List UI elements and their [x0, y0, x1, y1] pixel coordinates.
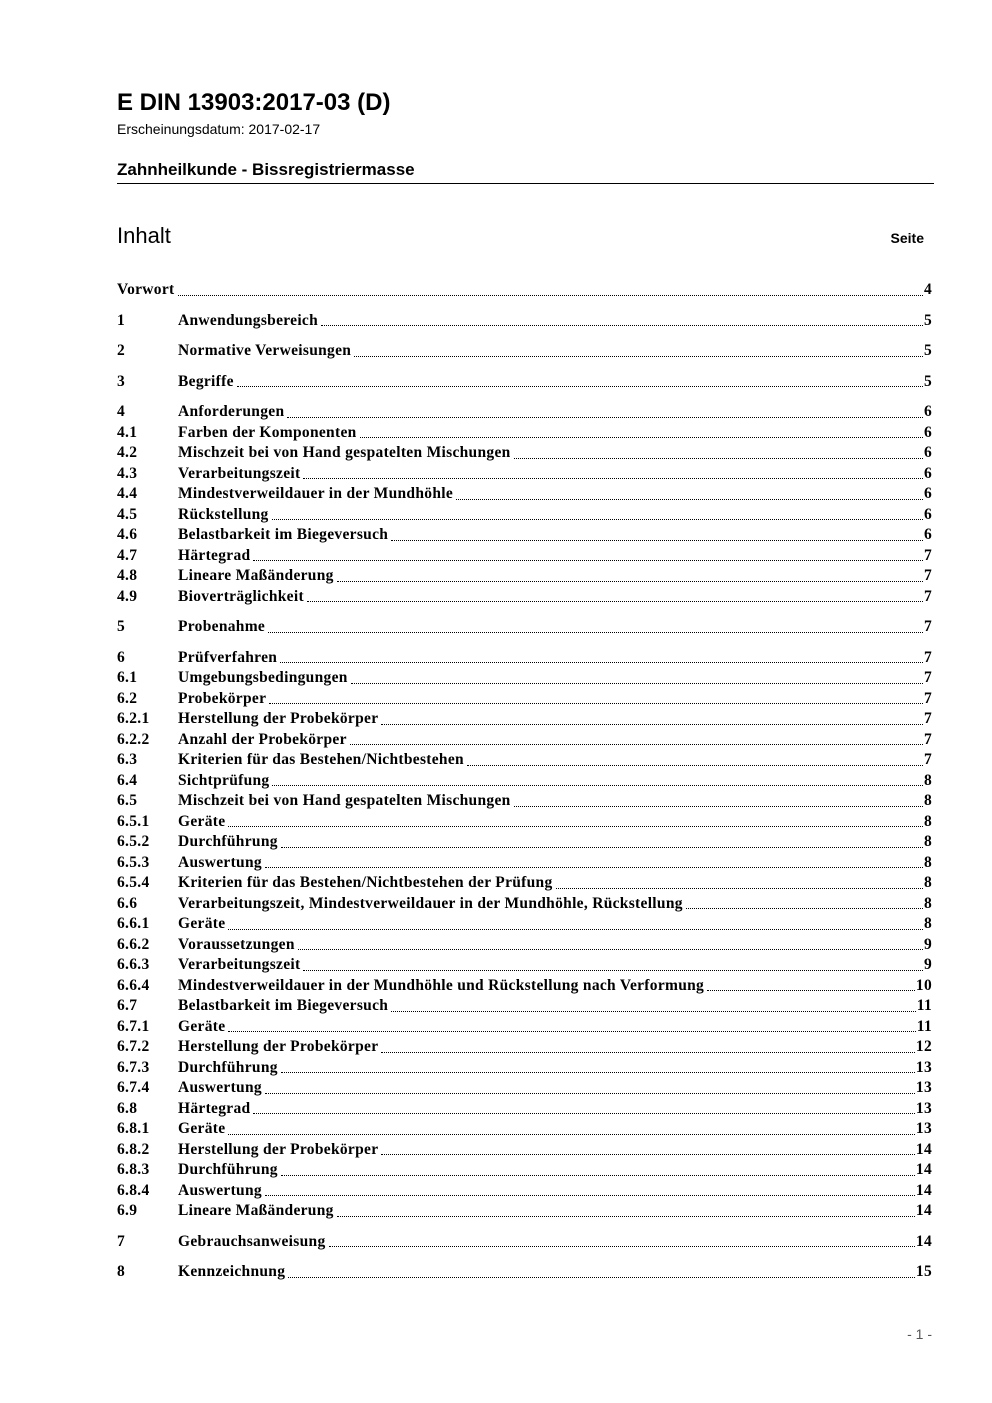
toc-entry[interactable] [117, 443, 932, 464]
toc-dot-leader [265, 1195, 915, 1196]
toc-entry-number: 6.7.3 [117, 1058, 150, 1076]
toc-entry-label: Durchführung [178, 1058, 278, 1076]
toc-entry[interactable] [117, 648, 932, 669]
toc-entry-page: 7 [923, 669, 932, 686]
toc-dot-leader [228, 1031, 915, 1032]
toc-entry-page: 11 [916, 997, 932, 1014]
toc-entry-label: Belastbarkeit im Biegeversuch [178, 526, 389, 543]
toc-dot-leader [514, 458, 923, 459]
toc-entry-number: 6.7 [117, 997, 138, 1014]
toc-entry-label: Mischzeit bei von Hand gespatelten Mischungen [178, 444, 511, 461]
toc-entry[interactable] [117, 996, 932, 1017]
toc-entry-number: 8 [117, 1263, 126, 1280]
toc-entry[interactable] [117, 484, 932, 505]
toc-entry-page: 7 [923, 587, 932, 605]
toc-entry[interactable] [117, 935, 932, 956]
toc-entry-number: 4.7 [117, 546, 138, 564]
publication-date: Erscheinungsdatum: 2017-02-17 [117, 121, 321, 137]
toc-entry-number: 6.7.4 [117, 1079, 150, 1096]
toc-entry[interactable] [117, 853, 932, 874]
toc-dot-leader [268, 632, 923, 633]
toc-dot-leader [303, 478, 922, 479]
toc-dot-leader [337, 1216, 915, 1217]
toc-entry[interactable] [117, 341, 932, 362]
toc-dot-leader [281, 847, 923, 848]
toc-entry-number: 4.4 [117, 485, 138, 502]
toc-entry[interactable] [117, 546, 932, 567]
toc-entry-page: 8 [923, 915, 932, 932]
toc-entry-label: Vorwort [117, 281, 175, 298]
toc-dot-leader [556, 888, 923, 889]
toc-entry[interactable] [117, 750, 932, 771]
toc-entry[interactable] [117, 955, 932, 976]
toc-entry-number: 6.6.2 [117, 935, 150, 953]
toc-entry-number: 6.8 [117, 1099, 138, 1117]
toc-entry[interactable] [117, 1078, 932, 1099]
toc-entry[interactable] [117, 771, 932, 792]
toc-entry-page: 7 [923, 567, 932, 584]
toc-entry[interactable] [117, 464, 932, 485]
toc-dot-leader [686, 908, 923, 909]
toc-entry-number: 6.6.4 [117, 976, 150, 994]
toc-entry-label: Mindestverweildauer in der Mundhöhle und Rückstellung nach Verformung [178, 976, 705, 994]
toc-entry-page: 6 [923, 444, 932, 461]
toc-entry-page: 8 [923, 874, 932, 891]
document-title: Zahnheilkunde - Bissregistriermasse [117, 160, 415, 179]
toc-entry-label: Probekörper [178, 689, 267, 707]
toc-entry-page: 6 [923, 526, 932, 543]
toc-entry-page: 14 [915, 1181, 932, 1199]
toc-dot-leader [307, 601, 923, 602]
toc-dot-leader [281, 1175, 915, 1176]
toc-dot-leader [272, 519, 923, 520]
toc-entry-label: Belastbarkeit im Biegeversuch [178, 997, 389, 1014]
toc-entry-label: Umgebungsbedingungen [178, 669, 348, 686]
toc-entry-page: 4 [923, 281, 932, 298]
toc-dot-leader [381, 1052, 915, 1053]
toc-entry[interactable] [117, 280, 932, 301]
toc-entry-label: Härtegrad [178, 546, 251, 564]
toc-entry-number: 3 [117, 372, 126, 390]
toc-entry-page: 7 [923, 751, 932, 768]
toc-dot-leader [303, 970, 922, 971]
toc-entry-number: 6.5.1 [117, 812, 150, 830]
toc-dot-leader [237, 386, 923, 387]
toc-heading: Inhalt [117, 223, 171, 248]
toc-entry-page: 6 [923, 485, 932, 502]
toc-dot-leader [321, 325, 923, 326]
toc-entry-label: Probenahme [178, 618, 266, 635]
toc-entry-label: Geräte [178, 1017, 226, 1035]
toc-entry-number: 6.8.2 [117, 1140, 150, 1158]
toc-entry-label: Kriterien für das Bestehen/Nichtbestehen der Prüfung [178, 874, 553, 891]
toc-dot-leader [360, 437, 923, 438]
toc-entry-label: Voraussetzungen [178, 935, 295, 953]
toc-entry[interactable] [117, 1232, 932, 1253]
toc-entry[interactable] [117, 668, 932, 689]
toc-entry-label: Kennzeichnung [178, 1263, 286, 1280]
toc-entry-label: Lineare Maßänderung [178, 1202, 334, 1219]
toc-entry-label: Geräte [178, 1120, 226, 1137]
document-code: E DIN 13903:2017-03 (D) [117, 89, 391, 116]
toc-entry-page: 7 [923, 710, 932, 727]
toc-entry[interactable] [117, 1140, 932, 1161]
toc-entry-page: 14 [915, 1232, 932, 1250]
toc-entry-page: 8 [923, 833, 932, 850]
toc-entry-label: Verarbeitungszeit, Mindestverweildauer in der Mundhöhle, Rückstellung [178, 894, 683, 912]
toc-entry-page: 14 [915, 1161, 932, 1178]
toc-entry-page: 6 [923, 505, 932, 523]
toc-entry-number: 6.6 [117, 894, 138, 912]
toc-entry[interactable] [117, 1181, 932, 1202]
toc-entry-page: 11 [916, 1017, 932, 1035]
toc-entry-page: 9 [923, 935, 932, 953]
toc-dot-leader [253, 560, 923, 561]
toc-dot-leader [514, 806, 923, 807]
toc-entry-number: 4.3 [117, 464, 138, 482]
toc-entry-number: 6.6.3 [117, 956, 150, 973]
toc-entry-number: 6.2.2 [117, 730, 150, 748]
toc-entry-number: 6.2 [117, 689, 138, 707]
toc-entry-number: 6.5.3 [117, 853, 150, 871]
toc-entry-number: 5 [117, 618, 126, 635]
toc-entry-page: 10 [915, 976, 932, 994]
toc-dot-leader [281, 1072, 915, 1073]
toc-entry[interactable] [117, 587, 932, 608]
toc-entry-number: 7 [117, 1232, 126, 1250]
toc-dot-leader [287, 417, 923, 418]
toc-entry-number: 4.5 [117, 505, 138, 523]
toc-entry-label: Auswertung [178, 1181, 262, 1199]
toc-dot-leader [269, 703, 923, 704]
toc-entry-number: 4.9 [117, 587, 138, 605]
toc-entry[interactable] [117, 505, 932, 526]
toc-entry-number: 6.2.1 [117, 710, 150, 727]
toc-entry-number: 6.7.1 [117, 1017, 150, 1035]
toc-entry-number: 4 [117, 403, 126, 420]
toc-entry-label: Anzahl der Probekörper [178, 730, 347, 748]
toc-entry-label: Verarbeitungszeit [178, 464, 301, 482]
toc-entry-page: 8 [923, 894, 932, 912]
toc-entry[interactable] [117, 873, 932, 894]
toc-entry-label: Verarbeitungszeit [178, 956, 301, 973]
toc-entry-number: 6.9 [117, 1202, 138, 1219]
toc-entry-label: Mischzeit bei von Hand gespatelten Mischungen [178, 792, 511, 809]
toc-dot-leader [707, 990, 915, 991]
toc-entry-number: 6.8.4 [117, 1181, 150, 1199]
toc-dot-leader [272, 785, 922, 786]
toc-entry-number: 6.8.1 [117, 1120, 150, 1137]
toc-dot-leader [253, 1113, 914, 1114]
toc-dot-leader [228, 826, 923, 827]
toc-dot-leader [329, 1246, 915, 1247]
toc-entry-page: 5 [923, 372, 932, 390]
toc-entry-number: 6.8.3 [117, 1161, 150, 1178]
toc-dot-leader [381, 1154, 915, 1155]
toc-entry[interactable] [117, 372, 932, 393]
toc-entry[interactable] [117, 976, 932, 997]
toc-entry-number: 4.6 [117, 526, 138, 543]
toc-entry-page: 7 [923, 546, 932, 564]
toc-entry[interactable] [117, 423, 932, 444]
toc-entry[interactable] [117, 311, 932, 332]
toc-entry-page: 13 [915, 1079, 932, 1096]
toc-entry-number: 6 [117, 648, 126, 666]
toc-entry-page: 13 [915, 1099, 932, 1117]
toc-dot-leader [337, 581, 923, 582]
toc-entry[interactable] [117, 1017, 932, 1038]
toc-entry-label: Geräte [178, 915, 226, 932]
toc-entry-number: 6.7.2 [117, 1038, 150, 1055]
toc-entry[interactable] [117, 566, 932, 587]
toc-dot-leader [350, 744, 923, 745]
toc-entry-number: 6.5 [117, 792, 138, 809]
toc-entry-label: Rückstellung [178, 505, 269, 523]
toc-entry-label: Prüfverfahren [178, 648, 278, 666]
toc-entry-page: 12 [915, 1038, 932, 1055]
toc-entry-page: 7 [923, 648, 932, 666]
toc-entry-page: 8 [923, 812, 932, 830]
toc-entry[interactable] [117, 1099, 932, 1120]
title-divider [117, 183, 934, 184]
toc-entry-number: 6.6.1 [117, 915, 150, 932]
toc-entry-number: 6.5.2 [117, 833, 150, 850]
toc-entry[interactable] [117, 1201, 932, 1222]
toc-entry[interactable] [117, 709, 932, 730]
toc-entry-label: Farben der Komponenten [178, 423, 357, 441]
table-of-contents [117, 280, 932, 1283]
toc-entry-label: Härtegrad [178, 1099, 251, 1117]
toc-entry-page: 8 [923, 771, 932, 789]
toc-entry-number: 2 [117, 342, 126, 359]
toc-entry-label: Anforderungen [178, 403, 285, 420]
toc-dot-leader [456, 499, 923, 500]
toc-entry-number: 4.2 [117, 444, 138, 461]
toc-dot-leader [228, 929, 923, 930]
toc-entry-number: 4.8 [117, 567, 138, 584]
toc-entry-page: 9 [923, 956, 932, 973]
toc-entry[interactable] [117, 1262, 932, 1283]
toc-dot-leader [351, 683, 923, 684]
toc-entry-page: 6 [923, 464, 932, 482]
toc-entry-label: Herstellung der Probekörper [178, 710, 379, 727]
toc-entry[interactable] [117, 402, 932, 423]
toc-entry[interactable] [117, 1160, 932, 1181]
toc-entry-page: 14 [915, 1140, 932, 1158]
toc-dot-leader [265, 1093, 915, 1094]
toc-entry-label: Herstellung der Probekörper [178, 1038, 379, 1055]
toc-entry-page: 13 [915, 1058, 932, 1076]
toc-entry-number: 6.4 [117, 771, 138, 789]
toc-entry-page: 7 [923, 689, 932, 707]
toc-entry[interactable] [117, 832, 932, 853]
toc-entry[interactable] [117, 730, 932, 751]
toc-entry-page: 5 [923, 311, 932, 329]
toc-entry-label: Sichtprüfung [178, 771, 270, 789]
toc-entry[interactable] [117, 1037, 932, 1058]
toc-entry-page: 6 [923, 403, 932, 420]
toc-dot-leader [354, 356, 923, 357]
toc-dot-leader [288, 1277, 915, 1278]
toc-dot-leader [381, 724, 923, 725]
toc-entry-label: Geräte [178, 812, 226, 830]
toc-entry[interactable] [117, 617, 932, 638]
toc-entry-label: Durchführung [178, 1161, 278, 1178]
toc-entry-label: Herstellung der Probekörper [178, 1140, 379, 1158]
toc-entry-number: 4.1 [117, 423, 138, 441]
toc-entry[interactable] [117, 812, 932, 833]
toc-entry-number: 1 [117, 311, 126, 329]
toc-entry-label: Lineare Maßänderung [178, 567, 334, 584]
toc-entry[interactable] [117, 894, 932, 915]
toc-entry-label: Kriterien für das Bestehen/Nichtbestehen [178, 751, 464, 768]
toc-entry-label: Begriffe [178, 372, 234, 390]
toc-entry-label: Auswertung [178, 1079, 262, 1096]
toc-entry-page: 15 [915, 1263, 932, 1280]
toc-entry[interactable] [117, 1119, 932, 1140]
toc-entry[interactable] [117, 791, 932, 812]
toc-entry[interactable] [117, 914, 932, 935]
toc-dot-leader [391, 1011, 916, 1012]
toc-entry-page: 13 [915, 1120, 932, 1137]
toc-entry-label: Anwendungsbereich [178, 311, 319, 329]
toc-entry-number: 6.3 [117, 751, 138, 768]
toc-entry-label: Durchführung [178, 833, 278, 850]
toc-entry-page: 7 [923, 618, 932, 635]
toc-entry[interactable] [117, 689, 932, 710]
toc-dot-leader [467, 765, 923, 766]
toc-entry-number: 6.1 [117, 669, 138, 686]
toc-dot-leader [280, 662, 923, 663]
toc-entry-page: 14 [915, 1202, 932, 1219]
toc-entry-page: 8 [923, 792, 932, 809]
toc-entry-page: 6 [923, 423, 932, 441]
toc-entry-label: Gebrauchsanweisung [178, 1232, 326, 1250]
toc-dot-leader [178, 295, 923, 296]
toc-entry[interactable] [117, 1058, 932, 1079]
toc-entry-page: 7 [923, 730, 932, 748]
toc-entry[interactable] [117, 525, 932, 546]
toc-entry-label: Normative Verweisungen [178, 342, 352, 359]
toc-entry-number: 6.5.4 [117, 874, 150, 891]
toc-dot-leader [298, 949, 923, 950]
toc-entry-label: Auswertung [178, 853, 262, 871]
toc-entry-page: 8 [923, 853, 932, 871]
toc-dot-leader [391, 540, 923, 541]
toc-entry-label: Bioverträglichkeit [178, 587, 304, 605]
toc-entry-label: Mindestverweildauer in der Mundhöhle [178, 485, 454, 502]
footer-page-number: - 1 - [907, 1326, 932, 1342]
page-column-label: Seite [890, 230, 924, 246]
toc-dot-leader [265, 867, 923, 868]
toc-dot-leader [228, 1134, 914, 1135]
toc-entry-page: 5 [923, 342, 932, 359]
